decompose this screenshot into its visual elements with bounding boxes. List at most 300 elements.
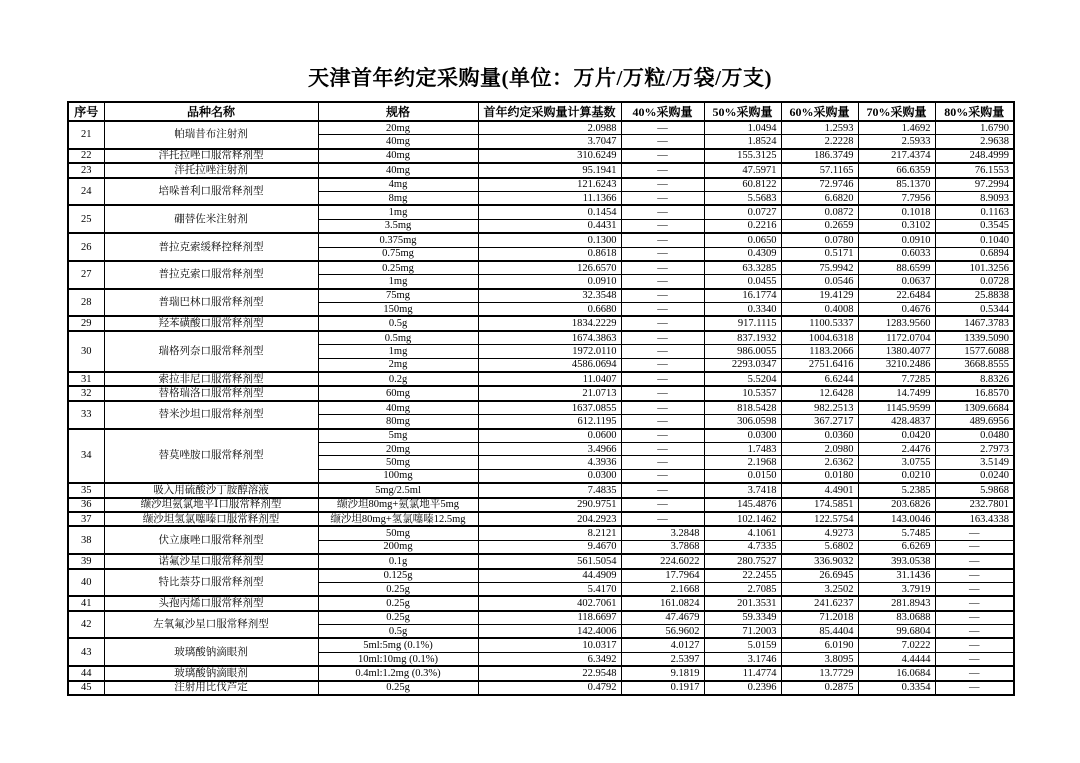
value-cell: 204.2923	[478, 512, 621, 526]
product-name: 特比萘芬口服常释剂型	[104, 569, 318, 597]
value-cell: 241.6237	[781, 596, 858, 610]
value-cell: 8.9093	[935, 191, 1014, 205]
row-number: 28	[68, 289, 104, 317]
value-cell: 44.4909	[478, 569, 621, 583]
product-name: 注射用比伐芦定	[104, 681, 318, 695]
value-cell: —	[621, 498, 704, 512]
product-name: 玻璃酸钠滴眼剂	[104, 638, 318, 666]
value-cell: 3.7047	[478, 135, 621, 149]
value-cell: 1145.9599	[858, 401, 935, 415]
column-header: 40%采购量	[621, 102, 704, 121]
table-row	[68, 261, 1014, 275]
spec-cell: 4mg	[318, 178, 478, 192]
spec-cell: 缬沙坦80mg+氨氯地平5mg	[318, 498, 478, 512]
value-cell: —	[621, 456, 704, 469]
spec-cell: 10ml:10mg (0.1%)	[318, 652, 478, 666]
value-cell: 5.7485	[858, 526, 935, 540]
table-row	[68, 205, 1014, 219]
value-cell: 10.0317	[478, 638, 621, 652]
column-header: 首年约定采购量计算基数	[478, 102, 621, 121]
value-cell: 0.2659	[781, 219, 858, 233]
value-cell: 7.7956	[858, 191, 935, 205]
value-cell: 0.0910	[478, 275, 621, 289]
product-name: 缬沙坦氢氯噻嗪口服常释剂型	[104, 512, 318, 526]
value-cell: 122.5754	[781, 512, 858, 526]
value-cell: —	[935, 554, 1014, 568]
value-cell: 5.6802	[781, 540, 858, 554]
table-row	[68, 401, 1014, 415]
value-cell: 2.7973	[935, 442, 1014, 455]
value-cell: 17.7964	[621, 569, 704, 583]
value-cell: 367.2717	[781, 415, 858, 429]
value-cell: 1.4692	[858, 121, 935, 135]
table-row	[68, 526, 1014, 540]
value-cell: 0.4431	[478, 219, 621, 233]
row-number: 44	[68, 666, 104, 680]
value-cell: 612.1195	[478, 415, 621, 429]
row-number: 43	[68, 638, 104, 666]
value-cell: 99.6804	[858, 625, 935, 639]
value-cell: 0.0360	[781, 429, 858, 443]
value-cell: 393.0538	[858, 554, 935, 568]
value-cell: —	[935, 526, 1014, 540]
product-name: 替格瑞洛口服常释剂型	[104, 386, 318, 400]
value-cell: —	[935, 638, 1014, 652]
value-cell: 161.0824	[621, 596, 704, 610]
table-row	[68, 611, 1014, 625]
value-cell: 97.2994	[935, 178, 1014, 192]
table-row	[68, 554, 1014, 568]
value-cell: 101.3256	[935, 261, 1014, 275]
spec-cell: 1mg	[318, 275, 478, 289]
value-cell: 0.0780	[781, 233, 858, 247]
value-cell: 1309.6684	[935, 401, 1014, 415]
value-cell: 83.0688	[858, 611, 935, 625]
value-cell: 95.1941	[478, 163, 621, 177]
value-cell: 9.4670	[478, 540, 621, 554]
value-cell: 3.4966	[478, 442, 621, 455]
value-cell: 2.1668	[621, 582, 704, 596]
value-cell: —	[621, 178, 704, 192]
value-cell: 57.1165	[781, 163, 858, 177]
value-cell: 0.1018	[858, 205, 935, 219]
row-number: 41	[68, 596, 104, 610]
value-cell: 0.0240	[935, 469, 1014, 483]
value-cell: 1.2593	[781, 121, 858, 135]
spec-cell: 60mg	[318, 386, 478, 400]
value-cell: 1467.3783	[935, 316, 1014, 330]
table-row	[68, 638, 1014, 652]
value-cell: 1004.6318	[781, 331, 858, 345]
value-cell: 2.0988	[478, 121, 621, 135]
value-cell: 0.4309	[704, 247, 781, 261]
value-cell: 11.0407	[478, 372, 621, 386]
value-cell: 1.6790	[935, 121, 1014, 135]
value-cell: —	[935, 652, 1014, 666]
value-cell: 56.9602	[621, 625, 704, 639]
value-cell: —	[621, 483, 704, 497]
value-cell: 402.7061	[478, 596, 621, 610]
value-cell: 3.5149	[935, 456, 1014, 469]
procurement-table	[67, 101, 1015, 696]
value-cell: 72.9746	[781, 178, 858, 192]
value-cell: 0.2875	[781, 681, 858, 695]
spec-cell: 0.25g	[318, 611, 478, 625]
value-cell: —	[935, 569, 1014, 583]
row-number: 27	[68, 261, 104, 289]
value-cell: 142.4006	[478, 625, 621, 639]
value-cell: 13.7729	[781, 666, 858, 680]
value-cell: 0.0872	[781, 205, 858, 219]
value-cell: 7.0222	[858, 638, 935, 652]
value-cell: 2.9638	[935, 135, 1014, 149]
value-cell: —	[935, 681, 1014, 695]
value-cell: —	[621, 429, 704, 443]
value-cell: 428.4837	[858, 415, 935, 429]
value-cell: 1674.3863	[478, 331, 621, 345]
value-cell: 85.4404	[781, 625, 858, 639]
value-cell: 2.6362	[781, 456, 858, 469]
value-cell: —	[621, 205, 704, 219]
value-cell: 31.1436	[858, 569, 935, 583]
value-cell: 982.2513	[781, 401, 858, 415]
spec-cell: 0.125g	[318, 569, 478, 583]
value-cell: 0.0728	[935, 275, 1014, 289]
value-cell: 5.9868	[935, 483, 1014, 497]
value-cell: —	[935, 611, 1014, 625]
table-row	[68, 178, 1014, 192]
spec-cell: 50mg	[318, 456, 478, 469]
table-row	[68, 429, 1014, 443]
value-cell: 8.8326	[935, 372, 1014, 386]
value-cell: 26.6945	[781, 569, 858, 583]
column-header: 50%采购量	[704, 102, 781, 121]
spec-cell: 3.5mg	[318, 219, 478, 233]
value-cell: 11.1366	[478, 191, 621, 205]
row-number: 29	[68, 316, 104, 330]
value-cell: 0.6680	[478, 303, 621, 317]
value-cell: 4.9273	[781, 526, 858, 540]
value-cell: 0.3545	[935, 219, 1014, 233]
value-cell: —	[621, 191, 704, 205]
spec-cell: 40mg	[318, 163, 478, 177]
table-row	[68, 596, 1014, 610]
value-cell: 217.4374	[858, 149, 935, 163]
value-cell: 561.5054	[478, 554, 621, 568]
product-name: 左氧氟沙星口服常释剂型	[104, 611, 318, 639]
value-cell: 1100.5337	[781, 316, 858, 330]
value-cell: 0.3340	[704, 303, 781, 317]
value-cell: 3.7418	[704, 483, 781, 497]
value-cell: 22.6484	[858, 289, 935, 303]
value-cell: 47.4679	[621, 611, 704, 625]
product-name: 泮托拉唑口服常释剂型	[104, 149, 318, 163]
value-cell: 75.9942	[781, 261, 858, 275]
value-cell: 2.2228	[781, 135, 858, 149]
value-cell: —	[621, 289, 704, 303]
value-cell: 1.7483	[704, 442, 781, 455]
value-cell: 12.6428	[781, 386, 858, 400]
value-cell: 163.4338	[935, 512, 1014, 526]
value-cell: 336.9032	[781, 554, 858, 568]
value-cell: 0.6033	[858, 247, 935, 261]
value-cell: 174.5851	[781, 498, 858, 512]
value-cell: 290.9751	[478, 498, 621, 512]
value-cell: 0.1917	[621, 681, 704, 695]
value-cell: 0.0637	[858, 275, 935, 289]
value-cell: 0.1040	[935, 233, 1014, 247]
spec-cell: 1mg	[318, 345, 478, 358]
value-cell: 4.4444	[858, 652, 935, 666]
value-cell: 16.0684	[858, 666, 935, 680]
value-cell: —	[621, 233, 704, 247]
spec-cell: 2mg	[318, 358, 478, 372]
spec-cell: 缬沙坦80mg+氢氯噻嗪12.5mg	[318, 512, 478, 526]
value-cell: 0.0180	[781, 469, 858, 483]
table-row	[68, 498, 1014, 512]
spec-cell: 40mg	[318, 149, 478, 163]
value-cell: —	[621, 415, 704, 429]
value-cell: 310.6249	[478, 149, 621, 163]
value-cell: 7.4835	[478, 483, 621, 497]
value-cell: 0.5171	[781, 247, 858, 261]
table-row	[68, 483, 1014, 497]
spec-cell: 5mg	[318, 429, 478, 443]
value-cell: 5.5683	[704, 191, 781, 205]
value-cell: 0.1300	[478, 233, 621, 247]
column-header: 品种名称	[104, 102, 318, 121]
spec-cell: 8mg	[318, 191, 478, 205]
value-cell: 4.3936	[478, 456, 621, 469]
spec-cell: 0.4ml:1.2mg (0.3%)	[318, 666, 478, 680]
value-cell: 0.0455	[704, 275, 781, 289]
value-cell: 2.4476	[858, 442, 935, 455]
value-cell: 118.6697	[478, 611, 621, 625]
value-cell: 2.5933	[858, 135, 935, 149]
value-cell: 6.6820	[781, 191, 858, 205]
value-cell: 1380.4077	[858, 345, 935, 358]
value-cell: 1183.2066	[781, 345, 858, 358]
value-cell: —	[621, 331, 704, 345]
value-cell: 0.0150	[704, 469, 781, 483]
value-cell: 0.2396	[704, 681, 781, 695]
table-row	[68, 289, 1014, 303]
value-cell: 1834.2229	[478, 316, 621, 330]
value-cell: 5.2385	[858, 483, 935, 497]
product-name: 帕瑞昔布注射剂	[104, 121, 318, 149]
spec-cell: 0.25g	[318, 582, 478, 596]
value-cell: 6.6269	[858, 540, 935, 554]
product-name: 泮托拉唑注射剂	[104, 163, 318, 177]
table-header-row	[68, 102, 1014, 121]
spec-cell: 75mg	[318, 289, 478, 303]
value-cell: 0.0727	[704, 205, 781, 219]
spec-cell: 0.1g	[318, 554, 478, 568]
value-cell: 71.2003	[704, 625, 781, 639]
product-name: 头孢丙烯口服常释剂型	[104, 596, 318, 610]
table-row	[68, 233, 1014, 247]
spec-cell: 0.25g	[318, 596, 478, 610]
row-number: 34	[68, 429, 104, 484]
row-number: 30	[68, 331, 104, 372]
spec-cell: 150mg	[318, 303, 478, 317]
value-cell: —	[621, 121, 704, 135]
value-cell: —	[621, 358, 704, 372]
product-name: 索拉非尼口服常释剂型	[104, 372, 318, 386]
value-cell: 1.0494	[704, 121, 781, 135]
value-cell: 19.4129	[781, 289, 858, 303]
value-cell: 14.7499	[858, 386, 935, 400]
value-cell: 0.0300	[704, 429, 781, 443]
spec-cell: 0.5g	[318, 316, 478, 330]
product-name: 吸入用硫酸沙丁胺醇溶液	[104, 483, 318, 497]
product-name: 普拉克索缓释控释剂型	[104, 233, 318, 261]
value-cell: 0.6894	[935, 247, 1014, 261]
value-cell: 0.3354	[858, 681, 935, 695]
table-row	[68, 331, 1014, 345]
row-number: 24	[68, 178, 104, 206]
value-cell: —	[621, 345, 704, 358]
row-number: 31	[68, 372, 104, 386]
spec-cell: 0.25g	[318, 681, 478, 695]
value-cell: 3.2502	[781, 582, 858, 596]
value-cell: —	[621, 316, 704, 330]
value-cell: 2751.6416	[781, 358, 858, 372]
value-cell: 986.0055	[704, 345, 781, 358]
value-cell: —	[621, 512, 704, 526]
value-cell: —	[935, 666, 1014, 680]
value-cell: 0.0420	[858, 429, 935, 443]
value-cell: 0.4792	[478, 681, 621, 695]
row-number: 36	[68, 498, 104, 512]
table-row	[68, 121, 1014, 135]
value-cell: 224.6022	[621, 554, 704, 568]
value-cell: 2293.0347	[704, 358, 781, 372]
value-cell: 1972.0110	[478, 345, 621, 358]
spec-cell: 100mg	[318, 469, 478, 483]
value-cell: 143.0046	[858, 512, 935, 526]
value-cell: 121.6243	[478, 178, 621, 192]
value-cell: —	[621, 247, 704, 261]
value-cell: 60.8122	[704, 178, 781, 192]
product-name: 诺氟沙星口服常释剂型	[104, 554, 318, 568]
spec-cell: 50mg	[318, 526, 478, 540]
product-name: 羟苯磺酸口服常释剂型	[104, 316, 318, 330]
value-cell: 2.7085	[704, 582, 781, 596]
product-name: 普拉克索口服常释剂型	[104, 261, 318, 289]
value-cell: 3.1746	[704, 652, 781, 666]
product-name: 玻璃酸钠滴眼剂	[104, 666, 318, 680]
value-cell: 4.1061	[704, 526, 781, 540]
value-cell: 145.4876	[704, 498, 781, 512]
value-cell: 71.2018	[781, 611, 858, 625]
value-cell: 8.2121	[478, 526, 621, 540]
table-row	[68, 316, 1014, 330]
row-number: 33	[68, 401, 104, 429]
row-number: 38	[68, 526, 104, 554]
table-row	[68, 149, 1014, 163]
row-number: 42	[68, 611, 104, 639]
row-number: 32	[68, 386, 104, 400]
value-cell: 0.0210	[858, 469, 935, 483]
value-cell: 818.5428	[704, 401, 781, 415]
page-title: 天津首年约定采购量(单位：万片/万粒/万袋/万支)	[308, 66, 772, 90]
row-number: 45	[68, 681, 104, 695]
value-cell: 0.0300	[478, 469, 621, 483]
value-cell: 2.5397	[621, 652, 704, 666]
spec-cell: 80mg	[318, 415, 478, 429]
value-cell: 0.1163	[935, 205, 1014, 219]
row-number: 37	[68, 512, 104, 526]
value-cell: 1577.6088	[935, 345, 1014, 358]
value-cell: 837.1932	[704, 331, 781, 345]
value-cell: —	[621, 442, 704, 455]
value-cell: 0.0600	[478, 429, 621, 443]
value-cell: 3.7919	[858, 582, 935, 596]
spec-cell: 200mg	[318, 540, 478, 554]
value-cell: —	[935, 625, 1014, 639]
value-cell: 88.6599	[858, 261, 935, 275]
table-row	[68, 386, 1014, 400]
spec-cell: 0.5mg	[318, 331, 478, 345]
value-cell: 281.8943	[858, 596, 935, 610]
value-cell: 32.3548	[478, 289, 621, 303]
value-cell: 0.8618	[478, 247, 621, 261]
value-cell: —	[621, 401, 704, 415]
row-number: 40	[68, 569, 104, 597]
value-cell: 306.0598	[704, 415, 781, 429]
row-number: 22	[68, 149, 104, 163]
value-cell: —	[621, 386, 704, 400]
value-cell: —	[935, 596, 1014, 610]
value-cell: 232.7801	[935, 498, 1014, 512]
table-row	[68, 666, 1014, 680]
value-cell: 0.5344	[935, 303, 1014, 317]
product-name: 培哚普利口服常释剂型	[104, 178, 318, 206]
product-name: 伏立康唑口服常释剂型	[104, 526, 318, 554]
row-number: 21	[68, 121, 104, 149]
value-cell: —	[621, 275, 704, 289]
product-name: 普瑞巴林口服常释剂型	[104, 289, 318, 317]
value-cell: 0.0480	[935, 429, 1014, 443]
value-cell: 1.8524	[704, 135, 781, 149]
column-header: 70%采购量	[858, 102, 935, 121]
value-cell: 3668.8555	[935, 358, 1014, 372]
product-name: 缬沙坦氨氯地平Ⅰ口服常释剂型	[104, 498, 318, 512]
value-cell: 1283.9560	[858, 316, 935, 330]
value-cell: 0.3102	[858, 219, 935, 233]
value-cell: 4.0127	[621, 638, 704, 652]
value-cell: —	[621, 469, 704, 483]
spec-cell: 0.75mg	[318, 247, 478, 261]
value-cell: 25.8838	[935, 289, 1014, 303]
product-name: 瑞格列奈口服常释剂型	[104, 331, 318, 372]
value-cell: 280.7527	[704, 554, 781, 568]
column-header: 规格	[318, 102, 478, 121]
value-cell: 203.6826	[858, 498, 935, 512]
value-cell: 21.0713	[478, 386, 621, 400]
value-cell: 5.5204	[704, 372, 781, 386]
spec-cell: 40mg	[318, 401, 478, 415]
row-number: 39	[68, 554, 104, 568]
value-cell: —	[621, 303, 704, 317]
table-row	[68, 569, 1014, 583]
value-cell: 489.6956	[935, 415, 1014, 429]
value-cell: —	[621, 261, 704, 275]
value-cell: 4.7335	[704, 540, 781, 554]
value-cell: 126.6570	[478, 261, 621, 275]
table-row	[68, 163, 1014, 177]
